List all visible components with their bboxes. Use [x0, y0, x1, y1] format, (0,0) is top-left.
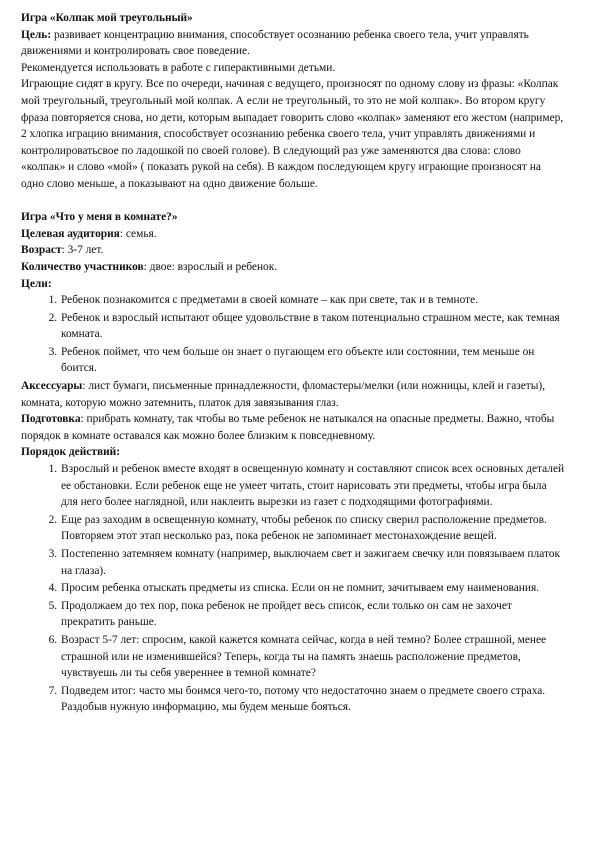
game2-steps-label: Порядок действий: [21, 446, 121, 459]
game1-goal [21, 27, 565, 60]
steps-list [21, 461, 565, 716]
game2-age [21, 242, 565, 259]
game2-prep-text: : прибрать комнату, так чтобы во тьме ребенок не натыкался на опасные предметы. Важно, чтобы порядок в комнате оставался как можно более близким к повседневному. [21, 413, 555, 442]
list-item: 6. Возраст 5-7 лет: спросим, какой кажется комната сейчас, когда в ней темно? Более страшной, менее страшной или не изменившейся? Теперь, когда ты на память знаешь расположение предметов, чувствуешь ли ты себя увереннее в темной комнате? [60, 632, 565, 682]
game2-accessories-label: Аксессуары [21, 380, 83, 393]
list-item: 4. Просим ребенка отыскать предметы из списка. Если он не помнит, зачитываем ему наименования. [60, 580, 565, 597]
game2-accessories-text: : лист бумаги, письменные принадлежности, фломастеры/мелки (или ножницы, клей и газеты), комната, которую можно затемнить, платок для завязывания глаз. [21, 380, 546, 409]
game1-goal-label: Цель: [21, 28, 52, 41]
game2-audience-text: : семья. [119, 227, 157, 240]
game2-participants [21, 259, 565, 276]
game2-participants-text: : двое: взрослый и ребенок. [143, 260, 278, 273]
game1-recommendation: Рекомендуется использовать в работе с гиперактивными детьми. [21, 61, 336, 74]
game2-goals-label: Цели: [21, 277, 52, 290]
game2-audience [21, 226, 565, 243]
game2-age-text: : 3-7 лет. [61, 244, 104, 257]
list-item: 1. Ребенок познакомится с предметами в своей комнате – как при свете, так и в темноте. [60, 292, 565, 309]
list-item: 2. Еще раз заходим в освещенную комнату, чтобы ребенок по списку сверил расположение предметов. Повторяем этот этап несколько раз, пока ребенок не запоминает местонахождение вещей. [60, 512, 565, 545]
game1-title: Игра «Колпак мой треугольный» [21, 12, 193, 24]
game2-age-label: Возраст [21, 244, 62, 257]
goals-list [21, 292, 565, 377]
game1-description: Играющие сидят в кругу. Все по очереди, начиная с ведущего, произносят по одному слову из фразы: «Колпак мой треугольный, треугольный мой колпак. А если не треугольный, то это не мой колпак». Во втором кругу фраза повторяется снова, но дети, которым выпадает говорить слово «колпак» заменяют его жестом (например, 2 хлопка играцию внимания, способствует осознанию ребенка своего тела, учит управлять движениями и контролироватьсвое по ладошкой по своей голове). В следующий раз уже заменяются два слова: слово «колпак» и слово «мой» ( показать рукой на себя). В каждом последующем кругу играющие произносят на одно слово меньше, а показывают на одно движение больше. [21, 78, 564, 190]
list-item: 3. Постепенно затемняем комнату (например, выключаем свет и зажигаем свечку или повязываем платок на глаза). [60, 546, 565, 579]
section-spacer [21, 193, 565, 210]
game2-audience-label: Целевая аудитория [21, 227, 120, 240]
game2-participants-label: Количество участников [21, 260, 144, 273]
game2-title: Игра «Что у меня в комнате?» [21, 211, 178, 224]
game2-accessories [21, 378, 565, 411]
game2-prep-label: Подготовка [21, 413, 81, 426]
list-item: 1. Взрослый и ребенок вместе входят в освещенную комнату и составляют список всех основных деталей ее обстановки. Если ребенок еще не умеет читать, стоит нарисовать эти предметы, чтобы игра была для него более наглядной, или наклеить вырезки из газет с подходящими фотографиями. [60, 461, 565, 511]
game2-preparation [21, 411, 565, 444]
list-item: 7. Подведем итог: часто мы боимся чего-то, потому что недостаточно знаем о предмете своего страха. Раздобыв нужную информацию, мы будем меньше бояться. [60, 683, 565, 716]
list-item: 3. Ребенок поймет, что чем больше он знает о пугающем его объекте или состоянии, тем меньше он боится. [60, 344, 565, 377]
list-item: 5. Продолжаем до тех пор, пока ребенок не пройдет весь список, если только он сам не захочет прекратить раньше. [60, 598, 565, 631]
list-item: 2. Ребенок и взрослый испытают общее удовольствие в таком потенциально страшном месте, как темная комната. [60, 310, 565, 343]
game1-goal-text: развивает концентрацию внимания, способствует осознанию ребенка своего тела, учит управлять движениями и контролировать свое поведение. [21, 28, 529, 58]
